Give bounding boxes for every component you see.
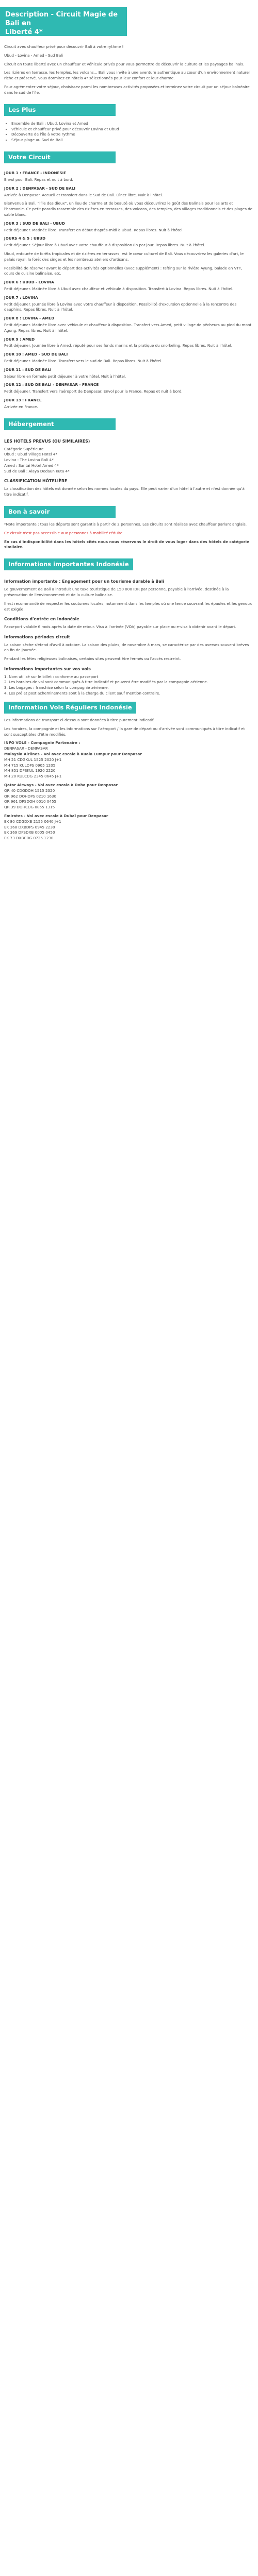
vols-text: Les informations de transport ci-dessous sont données à titre purement indicatif. bbox=[4, 718, 155, 723]
day-text: Séjour libre en formule petit déjeuner à votre hôtel. Nuit à l'hôtel. bbox=[4, 374, 126, 379]
hotel-list bbox=[4, 452, 253, 474]
day-text: Petit déjeuner. Matinée libre avec véhicule et chauffeur à disposition. Transfert vers Amed, petit village de pêcheurs au pied du mont Agung. Repas libres. Nuit à l'hôtel. bbox=[4, 323, 252, 333]
day-text: Arrivée en France. bbox=[4, 404, 38, 409]
list-item: • Ensemble de Bali : Ubud, Lovina et Amed bbox=[11, 121, 253, 127]
day-text: Possibilité de réserver avant le départ des activités optionnelles (avec supplément) : rafting sur la rivière Ayung, balade en VTT, cours de cuisine balinaise, etc. bbox=[4, 265, 243, 276]
day-text: Petit déjeuner. Matinée libre. Transfert vers le sud de Bali. Repas libres. Nuit à l'hôtel. bbox=[4, 358, 163, 363]
intro-tagline: Circuit avec chauffeur privé pour découvrir Bali à votre rythme ! bbox=[4, 44, 124, 49]
bon-a-savoir-bold: En cas d'indisponibilité dans les hôtels cités nous nous réservons le droit de vous loger dans des hôtels de catégorie similaire. bbox=[4, 539, 249, 550]
title-box bbox=[0, 7, 127, 36]
list-item: • Véhicule et chauffeur privé pour découvrir Lovina et Ubud bbox=[11, 127, 253, 132]
classification-title: CLASSIFICATION HÔTELIÈRE bbox=[4, 479, 68, 484]
infos-text: Passeport valable 6 mois après la date de retour. Visa à l'arrivée (VOA) payable sur place ou e-visa à obtenir avant le départ. bbox=[4, 624, 236, 630]
airline-name: Qatar Airways - Vol avec escale à Doha pour Denpasar bbox=[4, 782, 118, 787]
section-heading-hebergement: Hébergement bbox=[4, 418, 116, 430]
section-heading-vols-reguliers: Information Vols Réguliers Indonésie bbox=[4, 702, 136, 714]
list-item: 4. Les pré et post acheminements sont à la charge du client sauf mention contraire. bbox=[4, 690, 160, 696]
day-block bbox=[4, 171, 253, 183]
day-text: Bienvenue à Bali, "l'île des dieux", un lieu de charme et de beauté où vous découvrirez le goût des Balinais pour les arts et l'harmonie. Ce petit paradis rassemble des rizières en terrasses, des volcans, des temples, des villages traditionnels et des plages de sable blanc. bbox=[4, 201, 253, 217]
day-block bbox=[4, 367, 253, 380]
classification-text: La classification des hôtels est donnée selon les normes locales du pays. Elle peut varier d'un hôtel à l'autre et n'est donnée qu'à titre indicatif. bbox=[4, 486, 245, 497]
day-text: Petit déjeuner. Transfert vers l'aéroport de Denpasar. Envol pour la France. Repas et nuit à bord. bbox=[4, 389, 183, 394]
airline-name: Emirates - Vol avec escale à Dubaï pour Denpasar bbox=[4, 813, 108, 818]
list-item: • Séjour plage au Sud de Bali bbox=[11, 138, 253, 143]
day-title: JOUR 13 : FRANCE bbox=[4, 397, 42, 402]
flight-list bbox=[4, 788, 253, 810]
intro-paragraph: Pour agrémenter votre séjour, choisissez parmi les nombreuses activités proposées et terminez votre circuit par un séjour balnéaire dans le sud de l'île. bbox=[4, 84, 250, 95]
vols-info-title: INFO VOLS - Compagnie Partenaire : bbox=[4, 740, 80, 745]
flight-row: MH 20 KULCDG 2345 0645 J+1 bbox=[4, 774, 62, 779]
flight-row: QR 40 CDGDOH 1515 2320 bbox=[4, 788, 55, 793]
day-title: JOUR 3 : SUD DE BALI - UBUD bbox=[4, 221, 65, 226]
day-title: JOUR 12 : SUD DE BALI - DENPASAR - FRANCE bbox=[4, 382, 99, 387]
list-item: 3. Les bagages : franchise selon la compagnie aérienne. bbox=[4, 685, 109, 690]
infos-sub3: Informations périodes circuit bbox=[4, 634, 70, 639]
day-block bbox=[4, 266, 253, 277]
flight-row: MH 715 KULDPS 0905 1205 bbox=[4, 762, 56, 768]
day-title: JOUR 7 : LOVINA bbox=[4, 295, 38, 300]
day-title: JOUR 8 : LOVINA - AMED bbox=[4, 316, 55, 321]
intro-paragraph: Circuit en toute liberté avec un chauffeur et véhicule privés pour vous permettre de découvrir la culture et les paysages balinais. bbox=[4, 61, 245, 66]
main-content bbox=[0, 44, 258, 841]
intro-paragraph: Les rizières en terrasse, les temples, les volcans... Bali vous invite à une aventure authentique au cœur d'un environnement naturel riche et préservé. Vous dormirez en hôtels 4* sélectionnés pour leur confort et leur charme. bbox=[4, 70, 250, 81]
vols-route: DENPASAR - DENPASAR bbox=[4, 746, 48, 751]
day-block bbox=[4, 201, 253, 217]
section-heading-votre-circuit: Votre Circuit bbox=[4, 151, 116, 163]
day-block bbox=[4, 221, 253, 233]
hotel-category: Catégorie Supérieure bbox=[4, 446, 44, 451]
hotel-item: Lovina : The Lovina Bali 4* bbox=[4, 457, 54, 463]
flight-row: MH 21 CDGKUL 1525 2020 J+1 bbox=[4, 757, 62, 762]
bon-a-savoir-note: Ce circuit n'est pas accessible aux personnes à mobilité réduite. bbox=[4, 530, 124, 535]
airline-name: Malaysia Airlines - Vol avec escale à Kuala Lumpur pour Denpasar bbox=[4, 752, 142, 756]
flight-row: MH 851 DPSKUL 1920 2220 bbox=[4, 768, 56, 773]
day-block bbox=[4, 295, 253, 313]
day-block bbox=[4, 186, 253, 198]
flight-row: EK 80 CDGDXB 2155 0640 J+1 bbox=[4, 819, 61, 824]
list-item: • Découverte de l'île à votre rythme bbox=[11, 132, 253, 138]
hotel-item: Amed : Santai Hotel Amed 4* bbox=[4, 463, 59, 468]
day-block bbox=[4, 280, 253, 292]
bon-a-savoir-intro: *Note importante : tous les départs sont garantis à partir de 2 personnes. Les circuits sont réalisés avec chauffeur parlant anglais. bbox=[4, 522, 247, 527]
infos-sub1: Information importante : Engagement pour un tourisme durable à Bali bbox=[4, 579, 164, 584]
infos-text: Il est recommandé de respecter les coutumes locales, notamment dans les temples où une tenue couvrant les épaules et les genoux est exigée. bbox=[4, 601, 252, 612]
day-text: Envol pour Bali. Repas et nuit à bord. bbox=[4, 177, 73, 182]
list-item: 2. Les horaires de vol sont communiqués à titre indicatif et peuvent être modifiés par la compagnie aérienne. bbox=[4, 680, 208, 685]
day-title: JOUR 6 : UBUD - LOVINA bbox=[4, 280, 54, 285]
section-heading-les-plus: Les Plus bbox=[4, 104, 116, 116]
infos-vols-heading: Informations importantes sur vos vols bbox=[4, 666, 91, 671]
circuit-days bbox=[4, 171, 253, 410]
day-text: Petit déjeuner. Journée libre à Amed, réputé pour ses fonds marins et la pratique du snorkeling. Repas libres. Nuit à l'hôtel. bbox=[4, 343, 233, 348]
infos-vols-list bbox=[4, 674, 253, 697]
day-title: JOUR 10 : AMED - SUD DE BALI bbox=[4, 352, 68, 357]
flight-list bbox=[4, 757, 253, 779]
list-item: 1. Nom utilisé sur le billet : conforme au passeport bbox=[4, 674, 99, 679]
flight-row: EK 73 DXBCDG 0725 1230 bbox=[4, 836, 54, 841]
page-title-line2: Liberté 4* bbox=[5, 28, 43, 36]
flight-row: QR 962 DOHDPS 0210 1630 bbox=[4, 793, 57, 799]
day-block bbox=[4, 337, 253, 349]
section-heading-bon-a-savoir: Bon à savoir bbox=[4, 506, 116, 518]
day-text: Petit déjeuner. Matinée libre. Transfert en début d'après-midi à Ubud. Repas libres. Nuit à l'hôtel. bbox=[4, 227, 184, 232]
day-text: Petit déjeuner. Matinée libre à Ubud avec chauffeur et véhicule à disposition. Transfert à Lovina. Repas libres. Nuit à l'hôtel. bbox=[4, 286, 234, 292]
infos-text: Le gouvernement de Bali a introduit une taxe touristique de 150 000 IDR par personne, payable à l'arrivée, destinée à la préservation de l'environnement et de la culture balinaise. bbox=[4, 587, 229, 597]
day-title: JOUR 11 : SUD DE BALI bbox=[4, 367, 52, 372]
day-block bbox=[4, 251, 253, 263]
hotel-item: Ubud : Ubud Village Hotel 4* bbox=[4, 452, 58, 457]
hotel-item: Sud de Bali : Alaya Dedaun Kuta 4* bbox=[4, 468, 70, 473]
page bbox=[0, 0, 258, 841]
vols-text: Les horaires, la compagnie et les informations sur l'aéroport / la gare de départ ou d'arrivée sont communiqués à titre indicatif et sont susceptibles d'être modifiés. bbox=[4, 726, 245, 737]
flight-row: EK 368 DXBDPS 0945 2230 bbox=[4, 824, 55, 829]
day-text: Petit déjeuner. Séjour libre à Ubud avec votre chauffeur à disposition 8h par jour. Repas libres. Nuit à l'hôtel. bbox=[4, 243, 205, 248]
section-heading-infos-importantes: Informations importantes Indonésie bbox=[4, 558, 133, 570]
intro-route: Ubud - Lovina - Amed - Sud Bali bbox=[4, 53, 63, 58]
page-title-line1: Description - Circuit Magie de Bali en bbox=[5, 11, 118, 27]
day-text: Ubud, entourée de forêts tropicales et de rizières en terrasses, est le cœur culturel de Bali. Vous découvrirez les galeries d'art, le palais royal, la forêt des singes et les nombreux ateliers d'artisans. bbox=[4, 251, 244, 262]
infos-text: La saison sèche s'étend d'avril à octobre. La saison des pluies, de novembre à mars, se caractérise par des averses souvent brèves en fin de journée. bbox=[4, 642, 249, 653]
day-title: JOUR 9 : AMED bbox=[4, 336, 35, 342]
header bbox=[0, 0, 258, 44]
day-title: JOURS 4 & 5 : UBUD bbox=[4, 236, 46, 241]
day-text: Arrivée à Denpasar. Accueil et transfert dans le Sud de Bali. Dîner libre. Nuit à l'hôtel. bbox=[4, 192, 163, 197]
day-title: JOUR 1 : FRANCE - INDONESIE bbox=[4, 171, 67, 176]
day-block bbox=[4, 352, 253, 364]
les-plus-list bbox=[4, 121, 253, 143]
flight-row: QR 39 DOHCDG 0855 1315 bbox=[4, 805, 55, 810]
day-block bbox=[4, 398, 253, 410]
infos-sub2: Conditions d'entrée en Indonésie bbox=[4, 617, 79, 622]
day-block bbox=[4, 382, 253, 395]
day-block bbox=[4, 236, 253, 248]
infos-text: Pendant les fêtes religieuses balinaises, certains sites peuvent être fermés ou l'accès restreint. bbox=[4, 656, 181, 662]
day-block bbox=[4, 316, 253, 333]
flight-list bbox=[4, 819, 253, 841]
flight-row: EK 369 DPSDXB 0005 0450 bbox=[4, 830, 55, 835]
hotels-subheading: LES HOTELS PREVUS (OU SIMILAIRES) bbox=[4, 438, 90, 444]
flight-row: QR 961 DPSDOH 0010 0455 bbox=[4, 799, 57, 804]
day-text: Petit déjeuner. Journée libre à Lovina avec votre chauffeur à disposition. Possibilité d'excursion optionnelle à la rencontre des dauphins. Repas libres. Nuit à l'hôtel. bbox=[4, 301, 237, 312]
day-title: JOUR 2 : DENPASAR - SUD DE BALI bbox=[4, 185, 76, 191]
